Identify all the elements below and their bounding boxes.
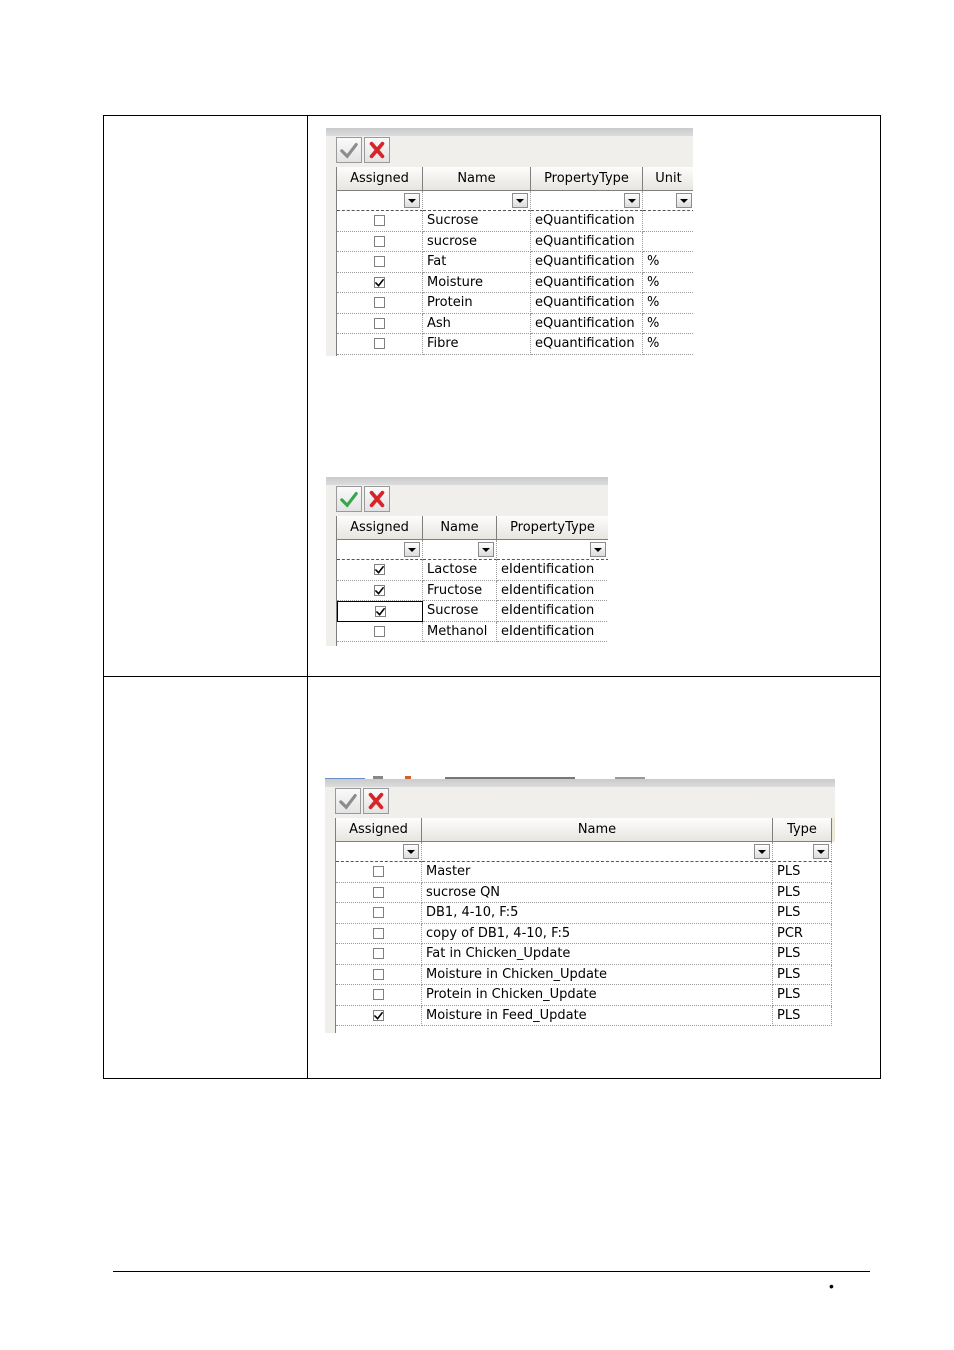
red-x-icon xyxy=(368,490,386,508)
title-strip xyxy=(326,128,693,136)
assigned-checkbox[interactable] xyxy=(374,318,385,329)
assigned-checkbox[interactable] xyxy=(373,948,384,959)
name-cell: Ash xyxy=(423,314,531,335)
chevron-down-icon xyxy=(516,199,524,203)
assigned-checkbox[interactable] xyxy=(373,928,384,939)
name-cell: Moisture in Chicken_Update xyxy=(422,965,773,986)
filter-cell-unit[interactable] xyxy=(643,191,693,211)
name-cell: Fructose xyxy=(423,581,497,602)
table-row[interactable] xyxy=(337,622,608,643)
cancel-button[interactable] xyxy=(364,486,390,512)
filter-dropdown-button[interactable] xyxy=(590,542,606,557)
table-row[interactable] xyxy=(337,334,693,355)
name-cell: Methanol xyxy=(423,622,497,643)
assigned-cell[interactable] xyxy=(336,862,422,883)
title-strip xyxy=(325,779,835,787)
table-row[interactable] xyxy=(337,601,608,622)
table-row[interactable] xyxy=(337,211,693,232)
assigned-checkbox[interactable] xyxy=(374,338,385,349)
table-row[interactable] xyxy=(336,1006,835,1027)
column-divider xyxy=(307,116,308,1078)
type-cell: PLS xyxy=(773,985,832,1006)
name-cell: sucrose xyxy=(423,232,531,253)
type-cell: PLS xyxy=(773,883,832,904)
type-cell: eQuantification xyxy=(531,232,643,253)
column-header-name[interactable]: Name xyxy=(423,516,497,540)
assigned-checkbox[interactable] xyxy=(373,866,384,877)
column-header-name[interactable]: Name xyxy=(423,167,531,191)
column-header-assigned[interactable]: Assigned xyxy=(337,516,423,540)
assigned-cell[interactable] xyxy=(337,581,423,602)
type-cell: eQuantification xyxy=(531,211,643,232)
column-header-unit[interactable]: Unit xyxy=(643,167,693,191)
filter-dropdown-button[interactable] xyxy=(404,542,420,557)
table-row[interactable] xyxy=(336,985,835,1006)
assigned-checkbox[interactable] xyxy=(374,236,385,247)
assigned-checkbox[interactable] xyxy=(374,277,385,288)
assigned-checkbox[interactable] xyxy=(373,907,384,918)
red-x-icon xyxy=(367,792,385,810)
filter-row xyxy=(337,191,693,211)
table-row[interactable] xyxy=(337,293,693,314)
assigned-checkbox[interactable] xyxy=(373,1010,384,1021)
type-cell: PLS xyxy=(773,903,832,924)
assigned-cell[interactable] xyxy=(336,903,422,924)
chevron-down-icon xyxy=(482,548,490,552)
data-grid xyxy=(336,516,608,646)
table-row[interactable] xyxy=(337,314,693,335)
chevron-down-icon xyxy=(628,199,636,203)
identification-property-grid xyxy=(326,477,608,646)
unit-cell: % xyxy=(643,252,693,273)
assigned-cell[interactable] xyxy=(336,965,422,986)
filter-dropdown-button[interactable] xyxy=(478,542,494,557)
table-row[interactable] xyxy=(337,581,608,602)
type-cell: eIdentification xyxy=(497,581,608,602)
type-cell: PLS xyxy=(773,965,832,986)
table-row[interactable] xyxy=(336,903,835,924)
filter-dropdown-button[interactable] xyxy=(624,193,640,208)
table-row[interactable] xyxy=(337,252,693,273)
chevron-down-icon xyxy=(408,199,416,203)
type-cell: eQuantification xyxy=(531,273,643,294)
assigned-checkbox[interactable] xyxy=(373,989,384,1000)
assigned-cell[interactable] xyxy=(337,252,423,273)
column-header-assigned[interactable]: Assigned xyxy=(337,167,423,191)
assigned-cell[interactable] xyxy=(336,944,422,965)
type-cell: PLS xyxy=(773,862,832,883)
name-cell: Fibre xyxy=(423,334,531,355)
assigned-checkbox[interactable] xyxy=(374,564,385,575)
filter-row xyxy=(337,540,608,560)
type-cell: eQuantification xyxy=(531,293,643,314)
apply-button[interactable] xyxy=(336,137,362,163)
assigned-checkbox[interactable] xyxy=(374,585,385,596)
filter-cell-assigned[interactable] xyxy=(337,540,423,560)
table-row[interactable] xyxy=(337,273,693,294)
type-cell: eIdentification xyxy=(497,622,608,643)
assigned-cell[interactable] xyxy=(336,1006,422,1027)
filter-row xyxy=(336,842,835,862)
type-cell: eIdentification xyxy=(497,560,608,581)
table-row[interactable] xyxy=(336,862,835,883)
type-cell: eQuantification xyxy=(531,314,643,335)
name-cell: Protein in Chicken_Update xyxy=(422,985,773,1006)
unit-cell: % xyxy=(643,273,693,294)
type-cell: eQuantification xyxy=(531,252,643,273)
type-cell: eIdentification xyxy=(497,601,608,622)
name-cell: Fat in Chicken_Update xyxy=(422,944,773,965)
data-grid xyxy=(335,818,835,1033)
table-row[interactable] xyxy=(336,924,835,945)
table-row[interactable] xyxy=(336,883,835,904)
apply-button[interactable] xyxy=(335,788,361,814)
filter-cell-assigned[interactable] xyxy=(337,191,423,211)
model-grid xyxy=(325,779,835,1033)
assigned-checkbox[interactable] xyxy=(374,256,385,267)
filter-cell-assigned[interactable] xyxy=(336,842,422,862)
name-cell: Fat xyxy=(423,252,531,273)
filter-cell-name[interactable] xyxy=(423,191,531,211)
assigned-cell[interactable] xyxy=(337,334,423,355)
filter-dropdown-button[interactable] xyxy=(512,193,528,208)
unit-cell: % xyxy=(643,293,693,314)
column-header-propertytype[interactable]: PropertyType xyxy=(531,167,643,191)
row-divider xyxy=(104,676,880,677)
assigned-checkbox[interactable] xyxy=(375,606,386,617)
assigned-cell[interactable] xyxy=(337,211,423,232)
table-row[interactable] xyxy=(337,232,693,253)
assigned-cell[interactable] xyxy=(337,622,423,643)
cancel-button[interactable] xyxy=(363,788,389,814)
column-header-propertytype[interactable]: PropertyType xyxy=(497,516,608,540)
column-header-assigned[interactable]: Assigned xyxy=(336,818,422,842)
name-cell: sucrose QN xyxy=(422,883,773,904)
header-row xyxy=(337,516,608,540)
unit-cell: % xyxy=(643,334,693,355)
quantification-property-grid xyxy=(326,128,693,356)
name-cell: Sucrose xyxy=(423,211,531,232)
filter-dropdown-button[interactable] xyxy=(403,844,419,859)
unit-cell xyxy=(643,211,693,232)
header-row xyxy=(336,818,835,842)
assigned-checkbox[interactable] xyxy=(374,215,385,226)
assigned-cell[interactable] xyxy=(337,232,423,253)
name-cell: Moisture in Feed_Update xyxy=(422,1006,773,1027)
unit-cell xyxy=(643,232,693,253)
name-cell: copy of DB1, 4-10, F:5 xyxy=(422,924,773,945)
checkmark-icon xyxy=(340,141,358,159)
assigned-cell[interactable] xyxy=(336,985,422,1006)
red-x-icon xyxy=(368,141,386,159)
chevron-down-icon xyxy=(408,548,416,552)
filter-dropdown-button[interactable] xyxy=(754,844,770,859)
data-grid xyxy=(336,167,693,356)
name-cell: Master xyxy=(422,862,773,883)
assigned-cell[interactable] xyxy=(337,273,423,294)
filter-dropdown-button[interactable] xyxy=(676,193,692,208)
filter-dropdown-button[interactable] xyxy=(813,844,829,859)
filter-cell-propertytype[interactable] xyxy=(497,540,608,560)
filter-cell-name[interactable] xyxy=(422,842,773,862)
assigned-cell[interactable] xyxy=(337,314,423,335)
assigned-cell[interactable] xyxy=(337,293,423,314)
title-strip xyxy=(326,477,608,485)
assigned-cell[interactable] xyxy=(337,560,423,581)
assigned-cell[interactable] xyxy=(336,883,422,904)
footer-bullet: • xyxy=(829,1278,834,1294)
type-cell: PLS xyxy=(773,944,832,965)
assigned-cell[interactable] xyxy=(336,924,422,945)
type-cell: PLS xyxy=(773,1006,832,1027)
filter-cell-propertytype[interactable] xyxy=(531,191,643,211)
name-cell: Lactose xyxy=(423,560,497,581)
type-cell: PCR xyxy=(773,924,832,945)
column-header-type[interactable]: Type xyxy=(773,818,832,842)
header-row xyxy=(337,167,693,191)
filter-dropdown-button[interactable] xyxy=(404,193,420,208)
name-cell: Moisture xyxy=(423,273,531,294)
type-cell: eQuantification xyxy=(531,334,643,355)
chevron-down-icon xyxy=(817,850,825,854)
checkmark-icon xyxy=(340,490,358,508)
cancel-button[interactable] xyxy=(364,137,390,163)
name-cell: Sucrose xyxy=(423,601,497,622)
filter-cell-name[interactable] xyxy=(423,540,497,560)
assigned-checkbox[interactable] xyxy=(373,969,384,980)
name-cell: Protein xyxy=(423,293,531,314)
assigned-checkbox[interactable] xyxy=(374,626,385,637)
column-header-name[interactable]: Name xyxy=(422,818,773,842)
checkmark-icon xyxy=(339,792,357,810)
chevron-down-icon xyxy=(407,850,415,854)
chevron-down-icon xyxy=(594,548,602,552)
assigned-checkbox[interactable] xyxy=(374,297,385,308)
assigned-cell[interactable] xyxy=(337,601,423,622)
apply-button[interactable] xyxy=(336,486,362,512)
table-row[interactable] xyxy=(336,965,835,986)
unit-cell: % xyxy=(643,314,693,335)
chevron-down-icon xyxy=(758,850,766,854)
table-row[interactable] xyxy=(337,560,608,581)
filter-cell-type[interactable] xyxy=(773,842,832,862)
assigned-checkbox[interactable] xyxy=(373,887,384,898)
table-row[interactable] xyxy=(336,944,835,965)
name-cell: DB1, 4-10, F:5 xyxy=(422,903,773,924)
footer-rule xyxy=(113,1271,870,1272)
chevron-down-icon xyxy=(680,199,688,203)
